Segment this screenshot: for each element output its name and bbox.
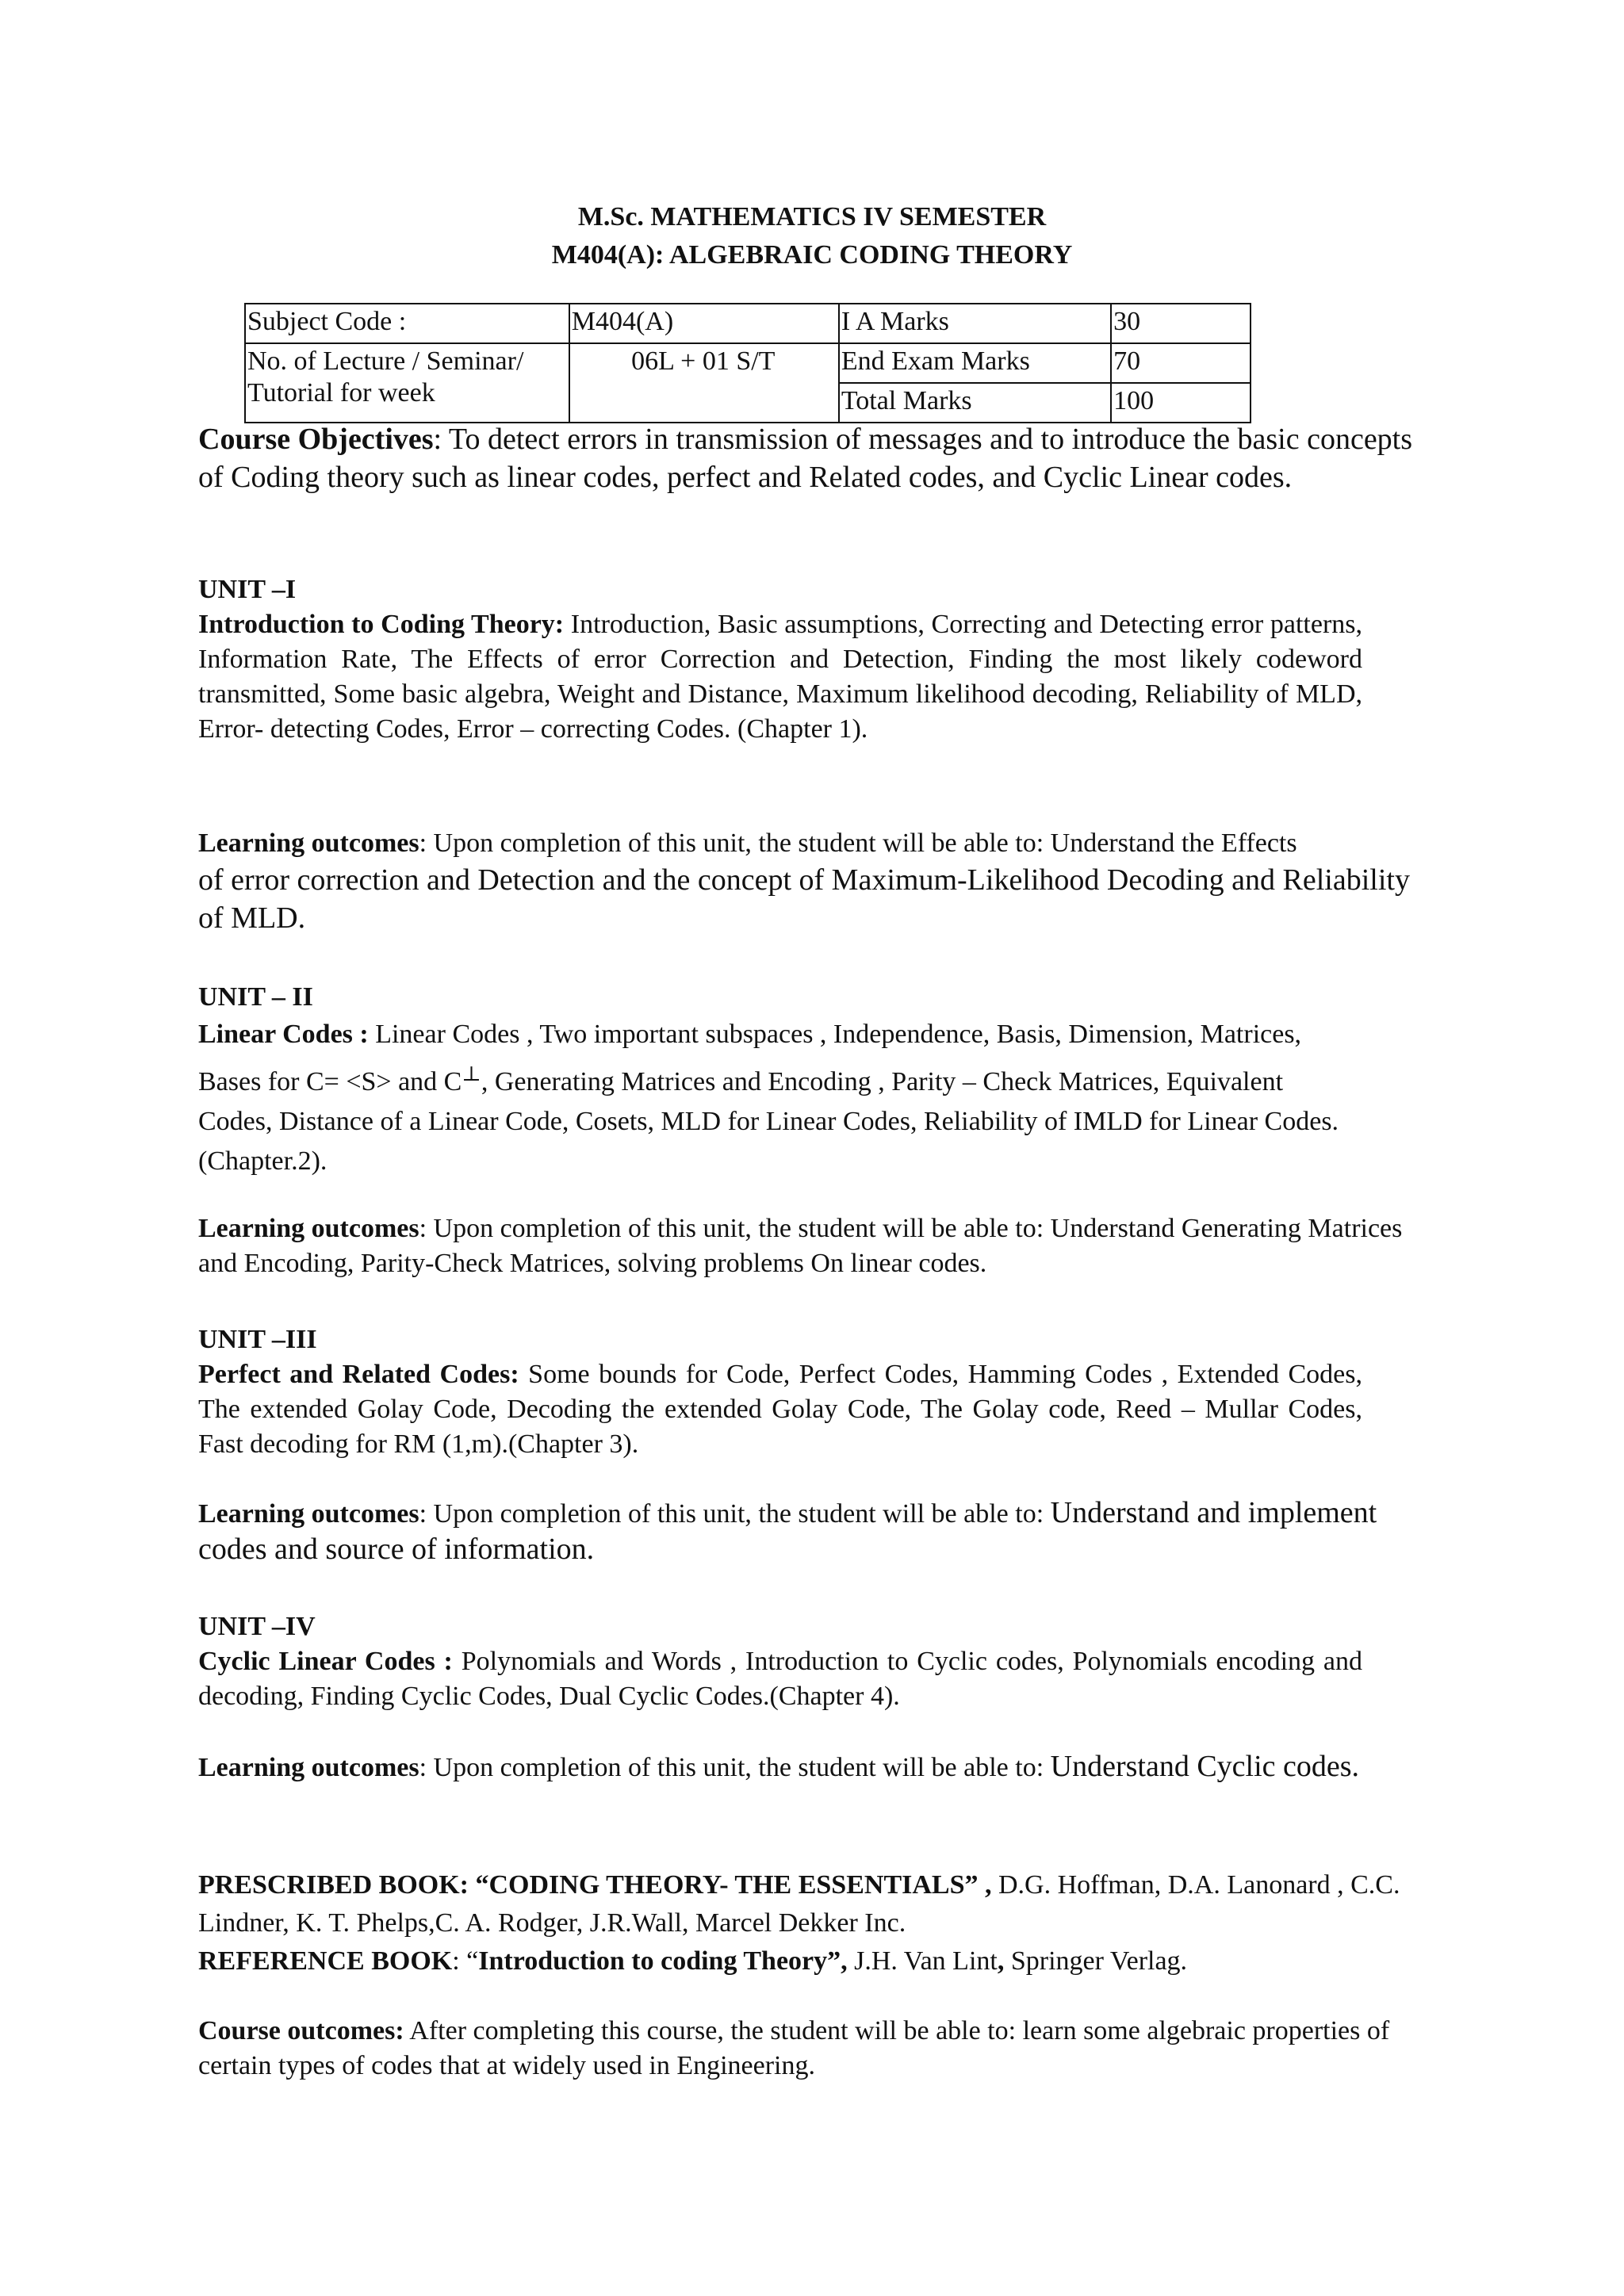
title-line-semester: M.Sc. MATHEMATICS IV SEMESTER bbox=[577, 202, 1047, 232]
subject-code-value: M404(A) bbox=[569, 304, 839, 343]
objectives-text: : To detect errors in transmission of messages and to introduce the basic concepts of Coding theory such as linear codes, perfect and Related codes, and Cyclic Linear codes. bbox=[198, 423, 1413, 494]
ia-marks-label: I A Marks bbox=[839, 304, 1111, 343]
prescribed-book bbox=[198, 1866, 1435, 1942]
unit-4-lo-label: Learning outcomes bbox=[198, 1753, 419, 1782]
reference-book-publisher: Springer Verlag. bbox=[1004, 1946, 1188, 1976]
unit-4-heading: UNIT –IV bbox=[198, 1612, 316, 1641]
unit-2-lo-label: Learning outcomes bbox=[198, 1214, 419, 1243]
unit-4-lo-text-b: Understand Cyclic codes. bbox=[1050, 1750, 1360, 1783]
table-row bbox=[245, 343, 1251, 383]
unit-2-heading: UNIT – II bbox=[198, 982, 313, 1012]
course-info-table bbox=[244, 303, 1251, 423]
unit-1-heading: UNIT –I bbox=[198, 575, 297, 604]
table-row bbox=[245, 304, 1251, 343]
unit-1-lo-text-b: of error correction and Detection and the concept of Maximum-Likelihood Decoding and Reliability of MLD. bbox=[198, 863, 1410, 935]
end-exam-label: End Exam Marks bbox=[839, 343, 1111, 383]
ia-marks-value: 30 bbox=[1111, 304, 1251, 343]
reference-book-author: J.H. Van Lint bbox=[847, 1946, 998, 1976]
unit-1-learning-outcomes bbox=[198, 826, 1435, 937]
perp-symbol: ⊥ bbox=[462, 1062, 481, 1085]
title-line-course: M404(A): ALGEBRAIC CODING THEORY bbox=[551, 240, 1073, 270]
course-objectives bbox=[198, 420, 1435, 496]
subject-code-label: Subject Code : bbox=[245, 304, 569, 343]
unit-4-content bbox=[198, 1644, 1362, 1714]
document-title bbox=[0, 198, 1624, 274]
lecture-label: No. of Lecture / Seminar/ Tutorial for week bbox=[245, 343, 569, 423]
unit-3-lo-text-a: : Upon completion of this unit, the student will be able to: bbox=[419, 1499, 1051, 1529]
course-outcomes bbox=[198, 2014, 1419, 2084]
unit-3-learning-outcomes bbox=[198, 1495, 1435, 1568]
unit-2-lo-text: : Upon completion of this unit, the student will be able to: Understand Generating Matrices and Encoding, Parity-Check Matrices, solving problems On linear codes. bbox=[198, 1214, 1403, 1278]
unit-2-lo-content bbox=[198, 1211, 1435, 1281]
books-section bbox=[198, 1866, 1435, 1980]
course-outcomes-content bbox=[198, 2014, 1419, 2084]
unit-4-title: Cyclic Linear Codes : bbox=[198, 1647, 453, 1676]
unit-3-lo-text-b: Understand and implement codes and source of information. bbox=[198, 1496, 1377, 1566]
unit-3-lo-content bbox=[198, 1495, 1435, 1568]
unit-3-section bbox=[198, 1322, 1362, 1462]
unit-2-text-a: Linear Codes , Two important subspaces , Independence, Basis, Dimension, Matrices, Bases for C= <S> and C bbox=[198, 1020, 1302, 1096]
unit-4-learning-outcomes bbox=[198, 1747, 1435, 1787]
prescribed-book-text: D.G. Hoffman, D.A. Lanonard , C.C. Lindner, K. T. Phelps,C. A. Rodger, J.R.Wall, Marcel Dekker Inc. bbox=[198, 1870, 1400, 1938]
course-outcomes-text: After completing this course, the student will be able to: learn some algebraic properties of certain types of codes that at widely used in Engineering. bbox=[198, 2016, 1390, 2080]
unit-3-lo-label: Learning outcomes bbox=[198, 1499, 419, 1529]
total-marks-value: 100 bbox=[1111, 383, 1251, 423]
unit-1-content bbox=[198, 607, 1362, 747]
unit-1-section bbox=[198, 572, 1362, 747]
unit-3-content bbox=[198, 1357, 1362, 1462]
objectives-label: Course Objectives bbox=[198, 423, 434, 456]
unit-2-title: Linear Codes : bbox=[198, 1020, 369, 1049]
prescribed-book-label: PRESCRIBED BOOK: “CODING THEORY- THE ESSENTIALS” , bbox=[198, 1870, 992, 1900]
unit-1-lo-line bbox=[198, 826, 1435, 861]
reference-book bbox=[198, 1942, 1435, 1980]
unit-2-section bbox=[198, 980, 1362, 1181]
reference-book-label: REFERENCE BOOK bbox=[198, 1946, 453, 1976]
end-exam-value: 70 bbox=[1111, 343, 1251, 383]
unit-4-section bbox=[198, 1609, 1362, 1714]
unit-3-heading: UNIT –III bbox=[198, 1325, 317, 1354]
unit-4-lo-content bbox=[198, 1747, 1435, 1787]
course-outcomes-label: Course outcomes: bbox=[198, 2016, 404, 2045]
unit-4-lo-text-a: : Upon completion of this unit, the student will be able to: bbox=[419, 1753, 1051, 1782]
reference-book-sep: : “ bbox=[452, 1946, 479, 1976]
unit-2-text-b: , Generating Matrices and Encoding , Parity – Check Matrices, Equivalent Codes, Distance of a Linear Code, Cosets, MLD for Linear Codes, Reliability of IMLD for Linear Codes. (Chapter.2). bbox=[198, 1067, 1339, 1176]
lecture-value: 06L + 01 S/T bbox=[569, 343, 839, 423]
unit-3-title: Perfect and Related Codes: bbox=[198, 1360, 519, 1389]
reference-book-comma: , bbox=[997, 1946, 1005, 1976]
unit-4-text: Polynomials and Words , Introduction to Cyclic codes, Polynomials encoding and decoding, Finding Cyclic Codes, Dual Cyclic Codes.(Chapter 4). bbox=[198, 1647, 1362, 1711]
unit-1-text: Introduction, Basic assumptions, Correcting and Detecting error patterns, Information Rate, The Effects of error Correction and Detection, Finding the most likely codeword transmitted, Some basic algebra, Weight and Distance, Maximum likelihood decoding, Reliability of MLD, Error- detecting Codes, Error – correcting Codes. (Chapter 1). bbox=[198, 610, 1362, 744]
unit-2-content bbox=[198, 1015, 1362, 1181]
unit-1-lo-label: Learning outcomes bbox=[198, 828, 419, 858]
unit-1-title: Introduction to Coding Theory: bbox=[198, 610, 565, 639]
total-marks-label: Total Marks bbox=[839, 383, 1111, 423]
unit-1-lo-text-a: : Upon completion of this unit, the student will be able to: Understand the Effects bbox=[419, 828, 1297, 858]
unit-3-text: Some bounds for Code, Perfect Codes, Hamming Codes , Extended Codes, The extended Golay Code, Decoding the extended Golay Code, The Golay code, Reed – Mullar Codes, Fast decoding for RM (1,m).(Chapter 3). bbox=[198, 1360, 1362, 1459]
reference-book-title: Introduction to coding Theory”, bbox=[478, 1946, 848, 1976]
unit-2-learning-outcomes bbox=[198, 1211, 1435, 1281]
